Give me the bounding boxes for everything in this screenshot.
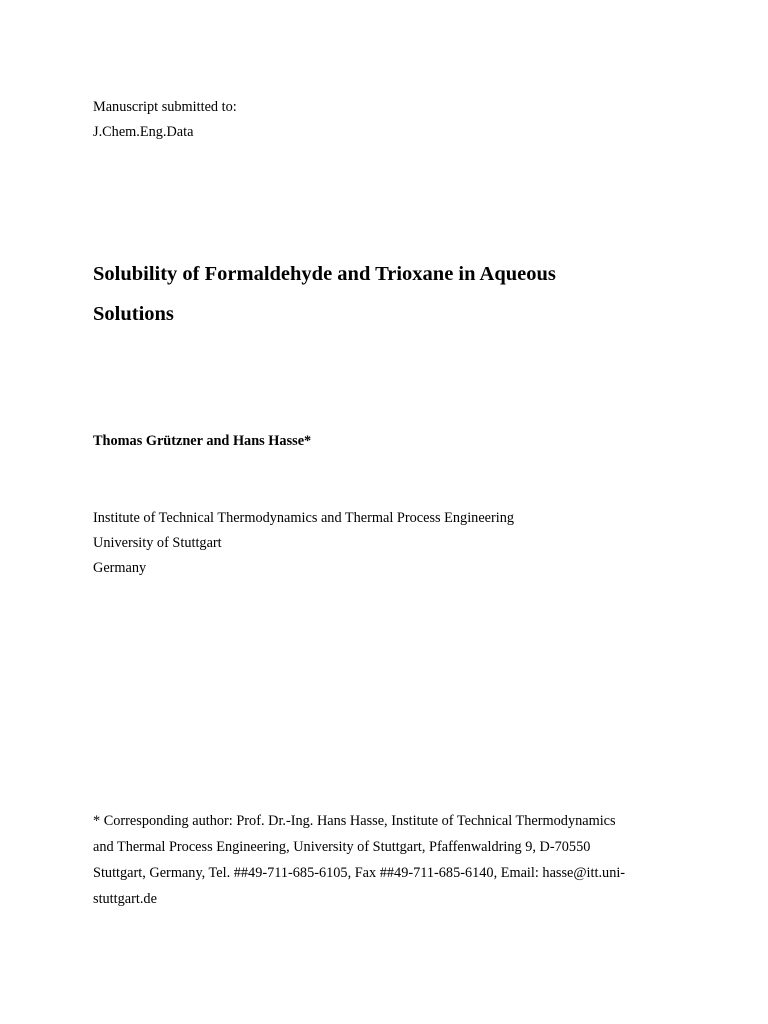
corresponding-author-footnote bbox=[93, 808, 683, 912]
author-list: Thomas Grützner and Hans Hasse* bbox=[93, 433, 312, 449]
footnote-line-1: * Corresponding author: Prof. Dr.-Ing. Hans Hasse, Institute of Technical Thermodynamics bbox=[93, 813, 616, 829]
paper-title bbox=[93, 254, 693, 334]
footnote-line-2: and Thermal Process Engineering, University of Stuttgart, Pfaffenwaldring 9, D-70550 bbox=[93, 839, 591, 855]
paper-title-line-1: Solubility of Formaldehyde and Trioxane in Aqueous bbox=[93, 263, 556, 285]
footnote-line-3: Stuttgart, Germany, Tel. ##49-711-685-6105, Fax ##49-711-685-6140, Email: hasse@itt.uni- bbox=[93, 865, 626, 881]
journal-name: J.Chem.Eng.Data bbox=[93, 124, 194, 140]
footnote-line-4: stuttgart.de bbox=[93, 891, 157, 907]
affiliation-institute: Institute of Technical Thermodynamics and Thermal Process Engineering bbox=[93, 510, 515, 526]
affiliation-country: Germany bbox=[93, 560, 147, 576]
manuscript-submitted-label: Manuscript submitted to: bbox=[93, 99, 237, 115]
affiliation-university: University of Stuttgart bbox=[93, 535, 222, 551]
paper-title-line-2: Solutions bbox=[93, 303, 174, 325]
